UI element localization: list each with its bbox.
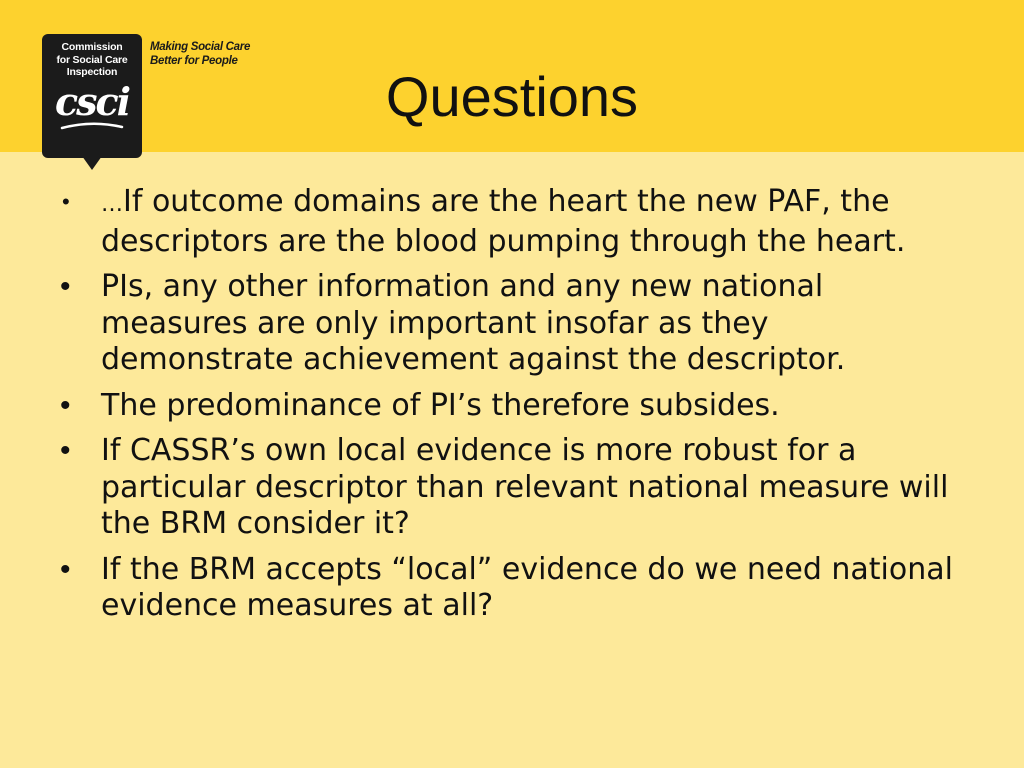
bullet-item	[60, 552, 960, 625]
logo-line: Inspection	[66, 66, 118, 78]
bullet-item	[60, 433, 960, 543]
bullet-item	[60, 184, 960, 260]
bullet-text: The predominance of PI’s therefore subsides.	[101, 387, 780, 423]
bullet-item	[60, 388, 960, 425]
bullet-icon: •	[62, 189, 70, 214]
logo-line: Commission	[61, 41, 123, 53]
logo-wordmark: csci	[54, 79, 130, 124]
bullet-text: If CASSR’s own local evidence is more robust for a particular descriptor than relevant national measure will the BRM consider it?	[101, 433, 949, 541]
tagline-line: Better for People	[150, 55, 238, 67]
bullet-icon: •	[60, 434, 71, 467]
logo-pointer-icon	[82, 156, 102, 170]
bullet-icon: •	[60, 270, 71, 303]
bullet-icon: •	[60, 388, 71, 422]
bullet-list	[60, 184, 960, 634]
slide-title: Questions	[385, 65, 639, 128]
bullet-prefix: …	[101, 192, 123, 217]
bullet-text: If the BRM accepts “local” evidence do we need national evidence measures at all?	[101, 551, 953, 623]
bullet-text: PIs, any other information and any new national measures are only important insofar as they demonstrate achievement against the descriptor.	[101, 269, 846, 377]
bullet-item	[60, 269, 960, 379]
bullet-icon: •	[60, 552, 71, 586]
bullet-text: If outcome domains are the heart the new PAF, the descriptors are the blood pumping through the heart.	[101, 184, 906, 259]
logo-line: for Social Care	[56, 53, 128, 66]
tagline-line: Making Social Care	[150, 41, 251, 53]
